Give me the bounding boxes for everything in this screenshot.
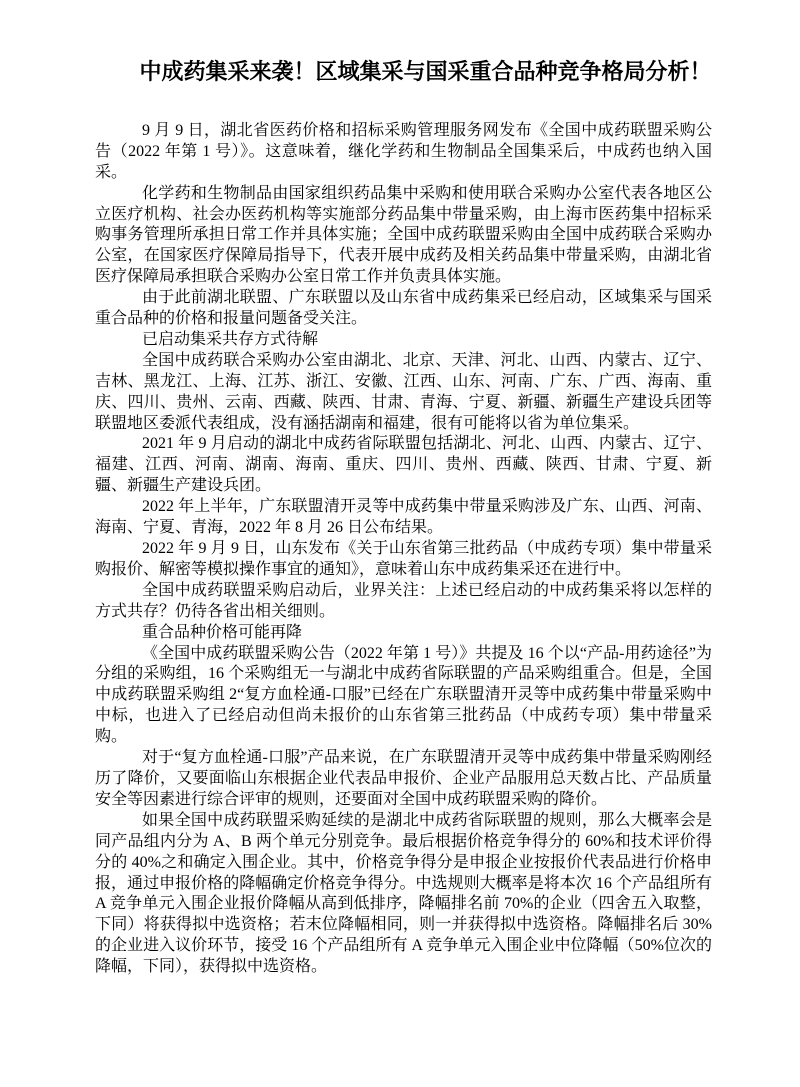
paragraph: 2021 年 9 月启动的湖北中成药省际联盟包括湖北、河北、山西、内蒙古、辽宁、福建、江西、河南、湖南、海南、重庆、四川、贵州、西藏、陕西、甘肃、宁夏、新疆、新疆生产建设兵团。: [95, 435, 712, 495]
paragraph: 2022 年上半年，广东联盟清开灵等中成药集中带量采购涉及广东、山西、河南、海南、宁夏、青海，2022 年 8 月 26 日公布结果。: [95, 498, 712, 537]
paragraph: 全国中成药联盟采购启动后，业界关注：上述已经启动的中成药集采将以怎样的方式共存？仍待各省出相关细则。: [95, 581, 712, 620]
paragraph: 对于“复方血栓通-口服”产品来说，在广东联盟清开灵等中成药集中带量采购刚经历了降价，又要面临山东根据企业代表品申报价、企业产品服用总天数占比、产品质量安全等因素进行综合评审的规则，还要面对全国中成药联盟采购的降价。: [95, 749, 712, 808]
paragraph: 如果全国中成药联盟采购延续的是湖北中成药省际联盟的规则，那么大概率会是同产品组内分为 A、B 两个单元分别竞争。最后根据价格竞争得分的 60%和技术评价得分的 40%之和确定入围企业。其中，价格竞争得分是申报企业按报价代表品进行价格申报，通过申报价格的降幅确定价格竞争得分。中选规则大概率是将本次 16 个产品组所有 A 竞争单元入围企业报价降幅从高到低排序，降幅排名前 70%的企业（四舍五入取整，下同）将获得拟中选资格；若末位降幅相同，则一并获得拟中选资格。降幅排名后 30%的企业进入议价环节，接受 16 个产品组所有 A 竞争单元入围企业中位降幅（50%位次的降幅，下同），获得拟中选资格。: [95, 811, 712, 976]
paragraph: 由于此前湖北联盟、广东联盟以及山东省中成药集采已经启动，区域集采与国采重合品种的价格和报量问题备受关注。: [95, 289, 712, 328]
paragraph: 2022 年 9 月 9 日，山东发布《关于山东省第三批药品（中成药专项）集中带量采购报价、解密等模拟操作事宜的通知》，意味着山东中成药集采还在进行中。: [95, 540, 712, 578]
article-title: 中成药集采来袭！区域集采与国采重合品种竞争格局分析！: [139, 59, 712, 84]
paragraph: 化学药和生物制品由国家组织药品集中采购和使用联合采购办公室代表各地区公立医疗机构、社会办医药机构等实施部分药品集中带量采购，由上海市医药集中招标采购事务管理所承担日常工作并具体实施；全国中成药联盟采购由全国中成药联合采购办公室，在国家医疗保障局指导下，代表开展中成药及相关药品集中带量采购，由湖北省医疗保障局承担联合采购办公室日常工作并负责具体实施。: [95, 184, 712, 286]
paragraph: 《全国中成药联盟采购公告（2022 年第 1 号）》共提及 16 个以“产品-用药途径”为分组的采购组，16 个采购组无一与湖北中成药省际联盟的产品采购组重合。但是，全国中成药联盟采购组 2“复方血栓通-口服”已经在广东联盟清开灵等中成药集中带量采购中中标，也进入了已经启动但尚未报价的山东省第三批药品（中成药专项）集中带量采购。: [95, 644, 712, 746]
section-heading: 已启动集采共存方式待解: [142, 330, 319, 348]
section-heading: 重合品种价格可能再降: [142, 623, 303, 641]
paragraph: 9 月 9 日，湖北省医药价格和招标采购管理服务网发布《全国中成药联盟采购公告（2022 年第 1 号）》。这意味着，继化学药和生物制品全国集采后，中成药也纳入国采。: [95, 121, 712, 181]
article-body: [95, 121, 712, 978]
paragraph: 全国中成药联合采购办公室由湖北、北京、天津、河北、山西、内蒙古、辽宁、吉林、黑龙江、上海、江苏、浙江、安徽、江西、山东、河南、广东、广西、海南、重庆、四川、贵州、云南、西藏、陕西、甘肃、青海、宁夏、新疆、新疆生产建设兵团等联盟地区委派代表组成，没有涵括湖南和福建，很有可能将以省为单位集采。: [95, 351, 712, 432]
